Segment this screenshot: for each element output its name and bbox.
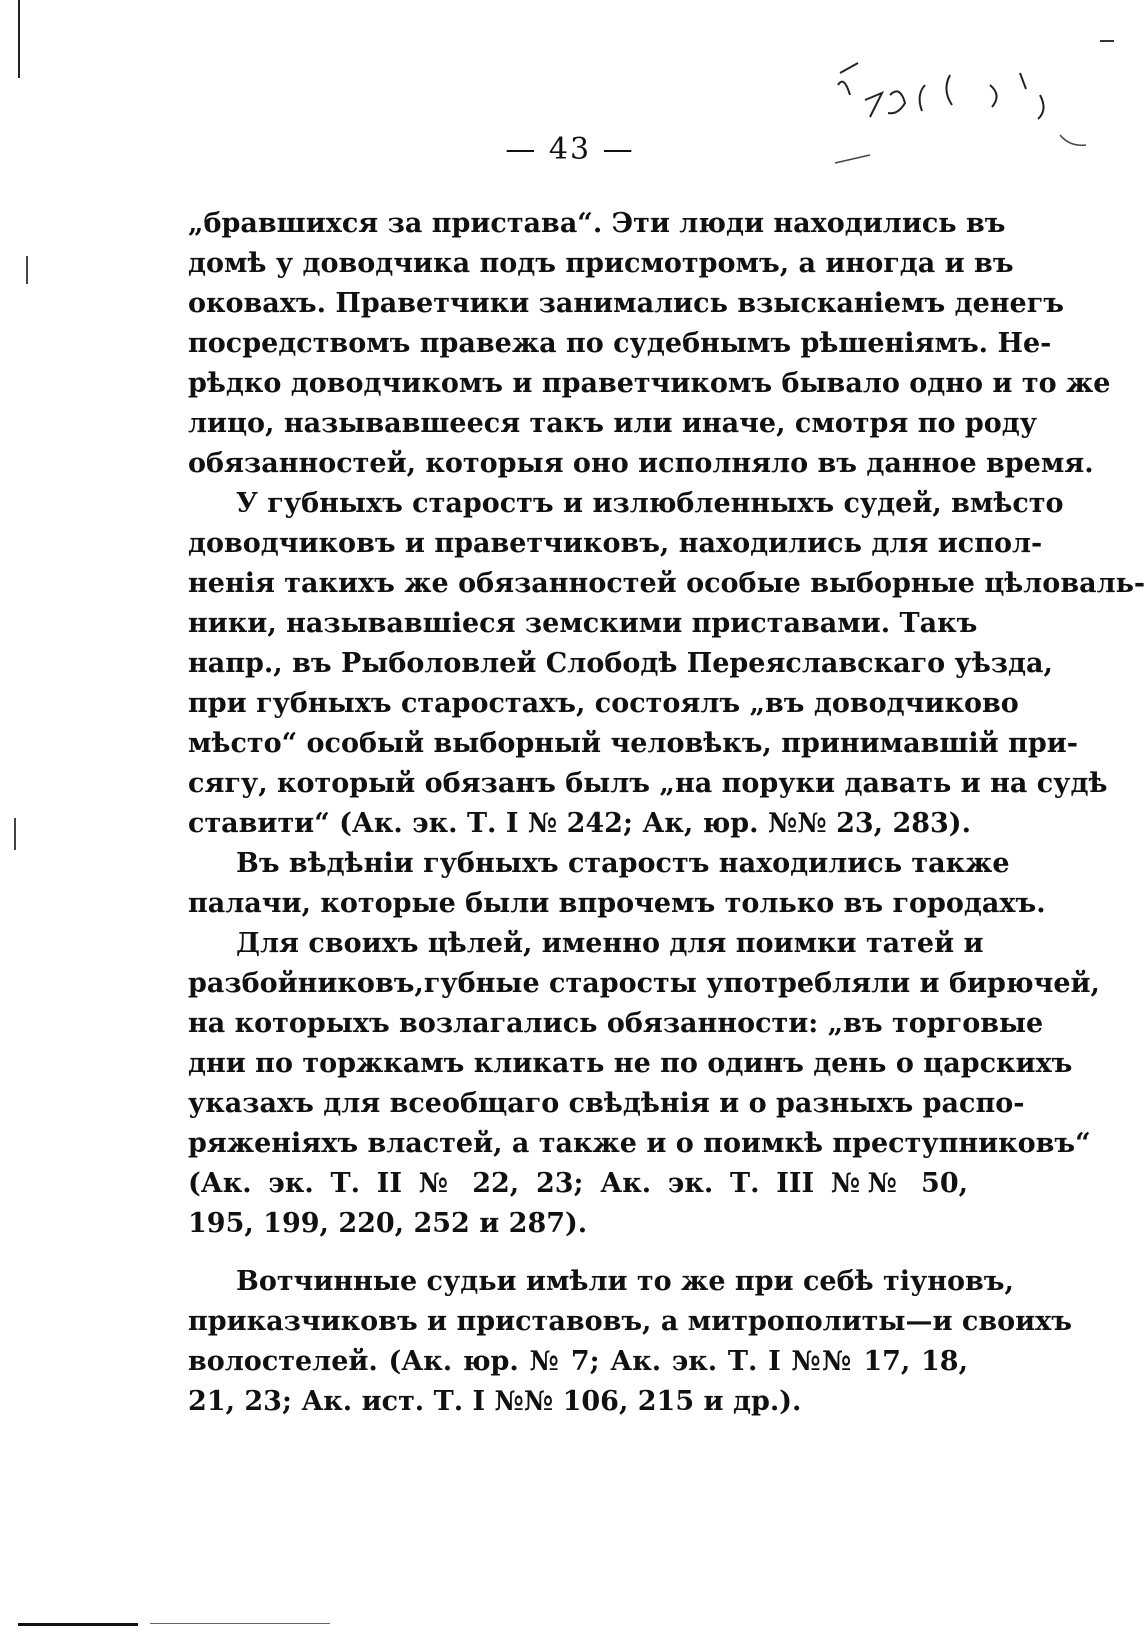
paragraph xyxy=(188,204,1111,484)
scan-bottom-mark xyxy=(150,1623,330,1624)
body-text xyxy=(188,204,1145,1422)
text-line: домѣ у доводчика подъ присмотромъ, а иногда и въ xyxy=(188,248,1014,279)
text-line: указахъ для всеобщаго свѣдѣнія и о разныхъ распо- xyxy=(188,1088,1025,1119)
text-line: волостелей. (Ак. юр. № 7; Ак. эк. Т. I №№ 17, 18, xyxy=(188,1346,968,1377)
text-line: 21, 23; Ак. ист. Т. I №№ 106, 215 и др.). xyxy=(188,1386,802,1417)
text-line: сягу, который обязанъ былъ „на поруки давать и на судѣ xyxy=(188,768,1108,799)
text-line: мѣсто“ особый выборный человѣкъ, принимавшій при- xyxy=(188,728,1078,759)
page-number: — 43 — xyxy=(505,132,635,167)
text-line: при губныхъ старостахъ, состоялъ „въ доводчиково xyxy=(188,688,1019,719)
text-line: доводчиковъ и праветчиковъ, находились для испол- xyxy=(188,528,1043,559)
text-line: разбойниковъ,губные старосты употребляли и бирючей, xyxy=(188,968,1100,999)
scan-bottom-mark xyxy=(18,1623,138,1626)
text-line: обязанностей, которыя оно исполняло въ данное время. xyxy=(188,448,1094,479)
text-line: Для своихъ цѣлей, именно для поимки татей и xyxy=(236,928,984,959)
text-line: напр., въ Рыболовлей Слободѣ Переяславскаго уѣзда, xyxy=(188,648,1053,679)
text-line: рѣдко доводчикомъ и праветчикомъ бывало одно и то же xyxy=(188,368,1111,399)
paragraph-gap xyxy=(188,1244,968,1262)
text-line: оковахъ. Праветчики занимались взысканіемъ денегъ xyxy=(188,288,1064,319)
text-line: на которыхъ возлагались обязанности: „въ торговые xyxy=(188,1008,1044,1039)
paragraph xyxy=(188,844,1046,924)
text-line: 195, 199, 220, 252 и 287). xyxy=(188,1208,588,1239)
text-line: посредствомъ правежа по судебнымъ рѣшеніямъ. Не- xyxy=(188,328,1052,359)
paragraph xyxy=(188,924,1100,1244)
scan-edge-mark xyxy=(26,256,28,284)
paragraph xyxy=(188,1262,1072,1422)
text-line: „бравшихся за пристава“. Эти люди находились въ xyxy=(188,208,1006,239)
paragraph xyxy=(188,484,1145,844)
text-line: Въ вѣдѣніи губныхъ старостъ находились также xyxy=(236,848,1010,879)
text-line: палачи, которые были впрочемъ только въ городахъ. xyxy=(188,888,1046,919)
text-line: ники, называвшіеся земскими приставами. Такъ xyxy=(188,608,978,639)
text-line: У губныхъ старостъ и излюбленныхъ судей, вмѣсто xyxy=(236,488,1064,519)
text-line: Вотчинные судьи имѣли то же при себѣ тіуновъ, xyxy=(236,1266,1014,1297)
text-line: приказчиковъ и приставовъ, а митрополиты—и своихъ xyxy=(188,1306,1072,1337)
text-line: (Ак. эк. Т. II № 22, 23; Ак. эк. Т. III №№ 50, xyxy=(188,1168,968,1199)
scan-edge-mark xyxy=(18,0,20,78)
scan-edge-mark xyxy=(1100,40,1114,42)
text-line: ставити“ (Ак. эк. Т. I № 242; Ак, юр. №№ 23, 283). xyxy=(188,808,971,839)
text-line: ненія такихъ же обязанностей особые выборные цѣловаль- xyxy=(188,568,1145,599)
text-line: ряженіяхъ властей, а также и о поимкѣ преступниковъ“ xyxy=(188,1128,1091,1159)
text-line: лицо, называвшееся такъ или иначе, смотря по роду xyxy=(188,408,1038,439)
scan-edge-mark xyxy=(14,818,16,850)
text-line: дни по торжкамъ кликать не по одинъ день о царскихъ xyxy=(188,1048,1073,1079)
